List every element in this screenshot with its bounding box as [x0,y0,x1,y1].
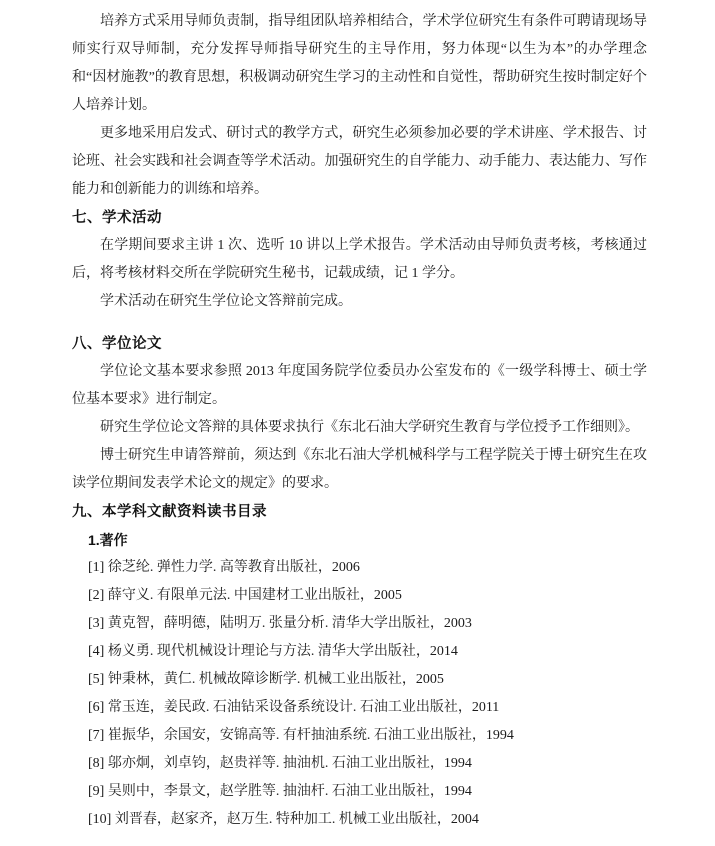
para-doctoral-defense-requirements: 博士研究生申请答辩前，须达到《东北石油大学机械科学与工程学院关于博士研究生在攻读学位期间发表学术论文的规定》的要求。 [72,448,647,491]
para-teaching-approach: 更多地采用启发式、研讨式的教学方式，研究生必须参加必要的学术讲座、学术报告、讨论班、社会实践和社会调查等学术活动。加强研究生的自学能力、动手能力、表达能力、写作能力和创新能力的训练和培养。 [72,126,647,197]
reference-item-10: [10] 刘晋春，赵家齐，赵万生. 特种加工. 机械工业出版社，2004 [88,812,479,827]
para-thesis-basic-requirements: 学位论文基本要求参照 2013 年度国务院学位委员办公室发布的《一级学科博士、硕士学位基本要求》进行制定。 [72,364,647,407]
reference-item-9: [9] 吴则中，李景文，赵学胜等. 抽油杆. 石油工业出版社，1994 [88,784,472,799]
para-training-method: 培养方式采用导师负责制，指导组团队培养相结合，学术学位研究生有条件可聘请现场导师实行双导师制，充分发挥导师指导研究生的主导作用，努力体现“以生为本”的办学理念和“因材施教”的教育思想，积极调动研究生学习的主动性和自觉性，帮助研究生按时制定好个人培养计划。 [72,14,647,113]
reference-item-7: [7] 崔振华，余国安，安锦高等. 有杆抽油系统. 石油工业出版社，1994 [88,728,514,743]
reference-item-6: [6] 常玉连，姜民政. 石油钻采设备系统设计. 石油工业出版社，2011 [88,700,500,715]
heading-reading-list: 九、本学科文献资料读书目录 [72,504,267,520]
reference-item-2: [2] 薛守义. 有限单元法. 中国建材工业出版社，2005 [88,588,402,603]
heading-degree-thesis: 八、学位论文 [72,336,162,352]
heading-academic-activities: 七、学术活动 [72,210,162,226]
para-academic-activity-deadline: 学术活动在研究生学位论文答辩前完成。 [100,294,352,309]
subheading-books: 1.著作 [88,532,128,548]
reference-item-1: [1] 徐芝纶. 弹性力学. 高等教育出版社，2006 [88,560,360,575]
reference-item-5: [5] 钟秉林，黄仁. 机械故障诊断学. 机械工业出版社，2005 [88,672,444,687]
reference-item-8: [8] 邬亦炯，刘卓钧，赵贵祥等. 抽油机. 石油工业出版社，1994 [88,756,472,771]
para-academic-report-requirements: 在学期间要求主讲 1 次、选听 10 讲以上学术报告。学术活动由导师负责考核，考核通过后，将考核材料交所在学院研究生秘书，记载成绩，记 1 学分。 [72,238,647,281]
reference-item-3: [3] 黄克智，薛明德，陆明万. 张量分析. 清华大学出版社，2003 [88,616,472,631]
reference-item-4: [4] 杨义勇. 现代机械设计理论与方法. 清华大学出版社，2014 [88,644,458,659]
para-thesis-defense-requirements: 研究生学位论文答辩的具体要求执行《东北石油大学研究生教育与学位授予工作细则》。 [100,420,639,435]
